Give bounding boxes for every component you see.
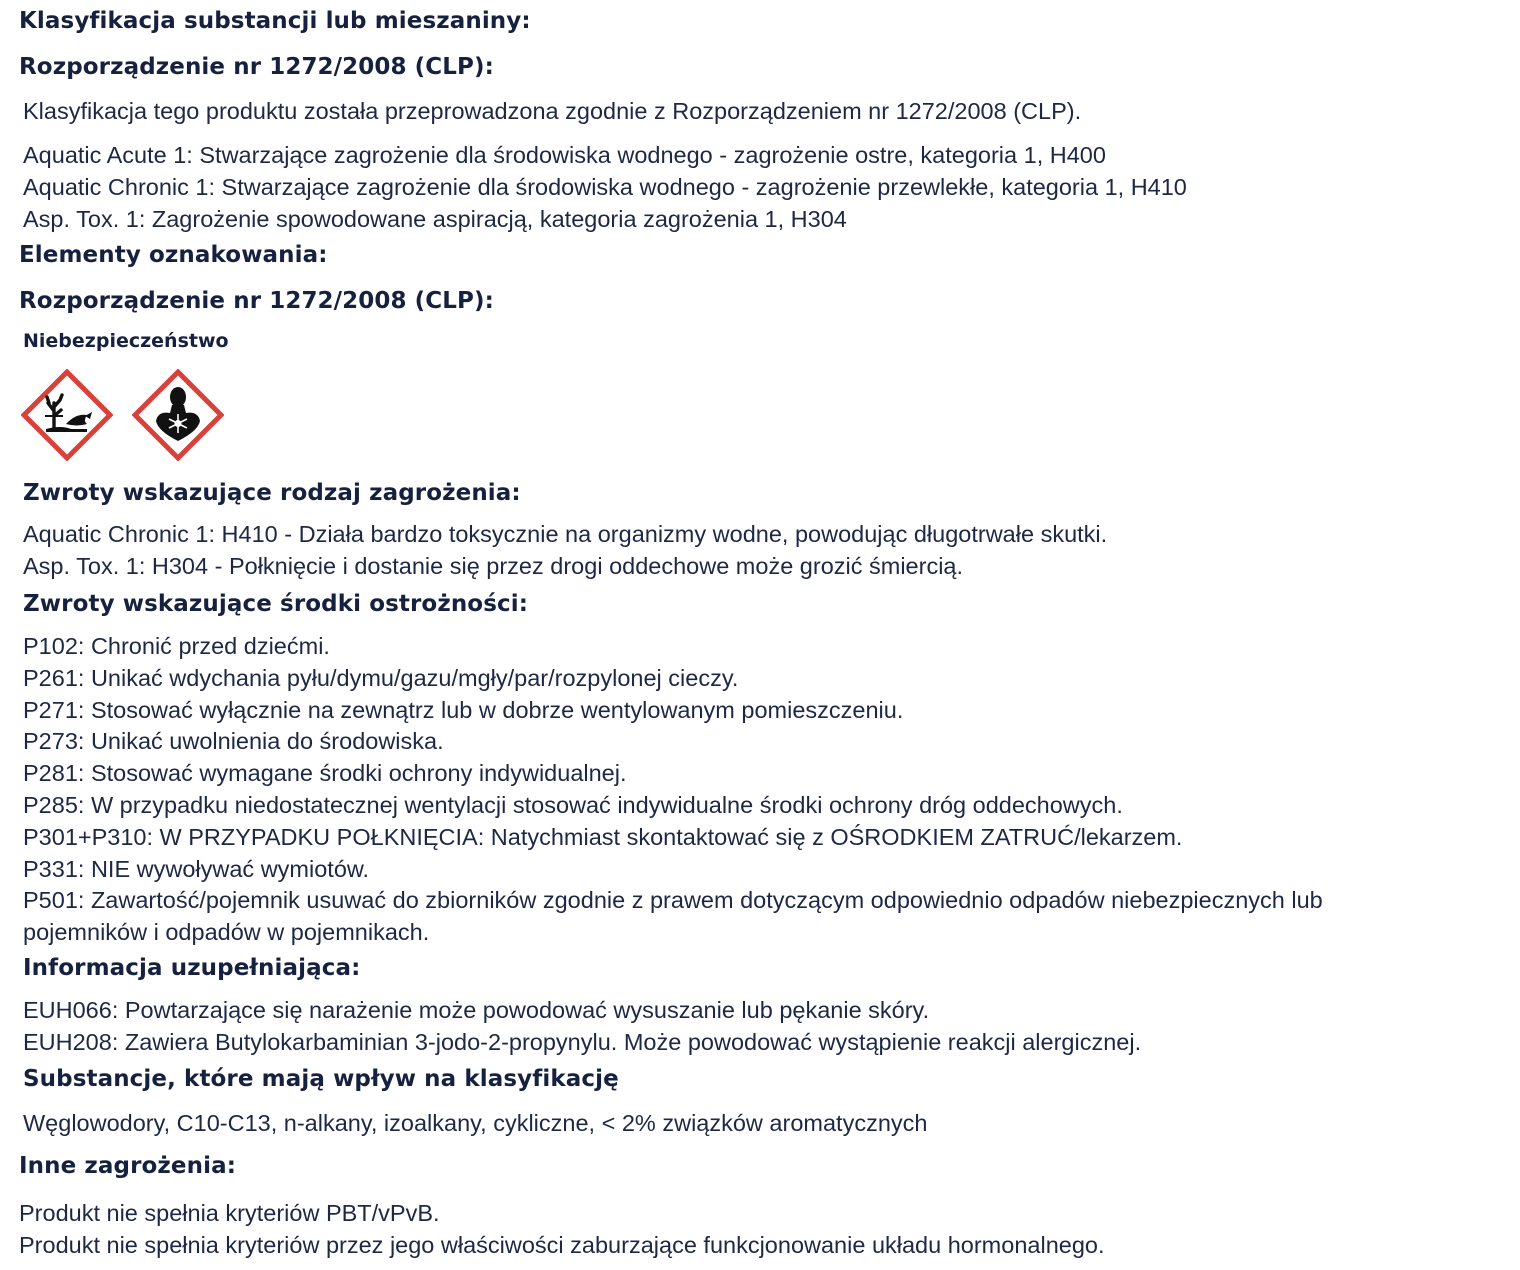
classification-heading: Klasyfikacja substancji lub mieszaniny: xyxy=(19,8,531,34)
precautionary-statements-heading: Zwroty wskazujące środki ostrożności: xyxy=(23,591,529,617)
health-hazard-icon xyxy=(132,369,224,461)
hazard-statements-heading: Zwroty wskazujące rodzaj zagrożenia: xyxy=(23,480,521,506)
precautionary-statement: P331: NIE wywoływać wymiotów. xyxy=(23,855,370,882)
supplementary-heading: Informacja uzupełniająca: xyxy=(23,955,361,981)
precautionary-statement: P285: W przypadku niedostatecznej wentylacji stosować indywidualne środki ochrony dróg oddechowych. xyxy=(23,791,1123,818)
supplementary-item: EUH208: Zawiera Butylokarbaminian 3-jodo-2-propynylu. Może powodować wystąpienie reakcji alergicznej. xyxy=(23,1028,1142,1055)
precautionary-statement-continuation: pojemników i odpadów w pojemnikach. xyxy=(23,919,430,946)
substances-heading: Substancje, które mają wpływ na klasyfikację xyxy=(23,1066,619,1092)
precautionary-statement: P281: Stosować wymagane środki ochrony indywidualnej. xyxy=(23,760,627,787)
precautionary-statement: P102: Chronić przed dziećmi. xyxy=(23,633,330,659)
labelling-regulation-heading: Rozporządzenie nr 1272/2008 (CLP): xyxy=(19,288,494,314)
substances-text: Węglowodory, C10-C13, n-alkany, izoalkany, cykliczne, < 2% związków aromatycznych xyxy=(23,1110,928,1136)
other-hazards-heading: Inne zagrożenia: xyxy=(19,1153,236,1179)
precautionary-statement: P261: Unikać wdychania pyłu/dymu/gazu/mgły/par/rozpylonej cieczy. xyxy=(23,664,739,691)
classification-list xyxy=(23,140,1187,235)
precautionary-statement: P273: Unikać uwolnienia do środowiska. xyxy=(23,728,444,755)
classification-item: Aquatic Chronic 1: Stwarzające zagrożenie dla środowiska wodnego - zagrożenie przewlekłe, kategoria 1, H410 xyxy=(23,173,1187,200)
classification-regulation-heading: Rozporządzenie nr 1272/2008 (CLP): xyxy=(19,54,494,80)
precautionary-statement: P271: Stosować wyłącznie na zewnątrz lub w dobrze wentylowanym pomieszczeniu. xyxy=(23,696,904,723)
precautionary-statement: P501: Zawartość/pojemnik usuwać do zbiorników zgodnie z prawem dotyczącym odpowiednio odpadów niebezpiecznych lub xyxy=(23,887,1323,914)
hazard-statements-list xyxy=(23,519,1107,583)
labelling-heading: Elementy oznakowania: xyxy=(19,242,328,268)
other-hazards-list xyxy=(19,1198,1105,1262)
environment-hazard-icon xyxy=(21,369,113,461)
supplementary-list xyxy=(23,995,1141,1059)
classification-item: Asp. Tox. 1: Zagrożenie spowodowane aspiracją, kategoria zagrożenia 1, H304 xyxy=(23,205,847,232)
other-hazard-item: Produkt nie spełnia kryteriów przez jego właściwości zaburzające funkcjonowanie układu hormonalnego. xyxy=(19,1231,1105,1258)
precautionary-statements-list xyxy=(23,631,1323,949)
precautionary-statement: P301+P310: W PRZYPADKU POŁKNIĘCIA: Natychmiast skontaktować się z OŚRODKIEM ZATRUĆ/lekarzem. xyxy=(23,823,1183,850)
signal-word: Niebezpieczeństwo xyxy=(23,330,229,352)
hazard-statement: Aquatic Chronic 1: H410 - Działa bardzo toksycznie na organizmy wodne, powodując długotrwałe skutki. xyxy=(23,521,1108,547)
hazard-statement: Asp. Tox. 1: H304 - Połknięcie i dostanie się przez drogi oddechowe może grozić śmiercią. xyxy=(23,552,964,579)
other-hazard-item: Produkt nie spełnia kryteriów PBT/vPvB. xyxy=(19,1200,440,1226)
classification-item: Aquatic Acute 1: Stwarzające zagrożenie dla środowiska wodnego - zagrożenie ostre, kategoria 1, H400 xyxy=(23,142,1106,168)
supplementary-item: EUH066: Powtarzające się narażenie może powodować wysuszanie lub pękanie skóry. xyxy=(23,997,930,1023)
classification-intro: Klasyfikacja tego produktu została przeprowadzona zgodnie z Rozporządzeniem nr 1272/2008 (CLP). xyxy=(23,98,1082,124)
